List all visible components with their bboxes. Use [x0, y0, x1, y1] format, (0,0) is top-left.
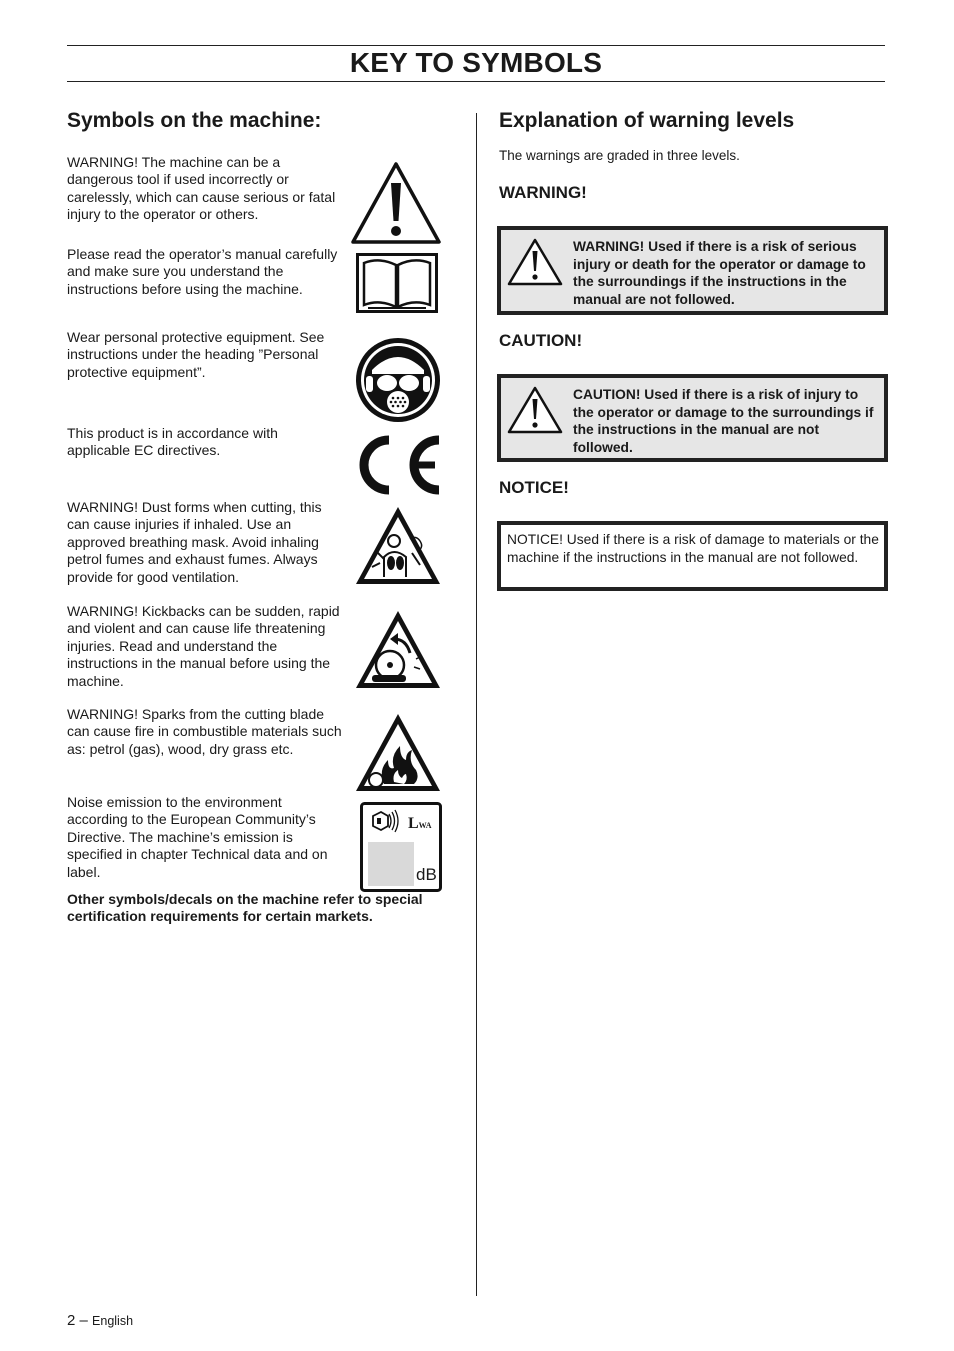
symbol-text-warning: WARNING! The machine can be a dangerous tool if used incorrectly or carelessly, which can cause serious or fatal injury to the operator or others.: [67, 154, 336, 223]
notice-box-text: NOTICE! Used if there is a risk of damage to materials or the machine if the instructions in the manual are not followed.: [507, 532, 879, 565]
column-divider: [476, 113, 477, 1296]
symbol-text-ce: This product is in accordance with applicable EC directives.: [67, 425, 278, 459]
notice-box: [497, 521, 888, 591]
warning-level-title: WARNING!: [499, 183, 587, 202]
db-unit-label: dB: [416, 865, 437, 884]
warning-triangle-icon: [350, 161, 442, 245]
footer-language: English: [92, 1314, 134, 1328]
dust-hazard-icon: [354, 505, 442, 587]
sparks-fire-icon: [354, 712, 442, 794]
symbol-text-sparks: WARNING! Sparks from the cutting blade can cause fire in combustible materials such as: petrol (gas), wood, dry grass etc.: [67, 706, 342, 757]
symbols-heading: Symbols on the machine:: [67, 109, 322, 132]
warning-box: [497, 226, 888, 315]
title-underline: [67, 81, 885, 82]
noise-emission-icon: [360, 802, 442, 892]
caution-level-title: CAUTION!: [499, 331, 583, 350]
notice-level-title: NOTICE!: [499, 478, 569, 497]
page-footer: [67, 1312, 133, 1330]
symbol-text-noise: Noise emission to the environment according to the European Community’s Directive. The machine’s emission is specified in chapter Technical data and on label.: [67, 794, 328, 880]
caution-triangle-icon: [507, 386, 563, 439]
lwa-subscript: WA: [418, 821, 432, 830]
symbol-text-ppe: Wear personal protective equipment. See instructions under the heading ”Personal protective equipment”.: [67, 329, 325, 380]
warning-levels-intro: The warnings are graded in three levels.: [499, 148, 740, 163]
symbol-text-kickback: WARNING! Kickbacks can be sudden, rapid and violent and can cause life threatening injuries. Read and understand the instructions in the manual before using the machine.: [67, 603, 340, 689]
protective-equipment-icon: [354, 336, 442, 424]
symbol-text-manual: Please read the operator’s manual carefully and make sure you understand the instructions before using the machine.: [67, 246, 338, 297]
ce-mark-icon: [349, 432, 443, 498]
warning-levels-heading: Explanation of warning levels: [499, 109, 795, 132]
other-symbols-note: Other symbols/decals on the machine refer to special certification requirements for certain markets.: [67, 891, 423, 925]
page-number: 2 –: [67, 1312, 88, 1329]
lwa-label: L: [408, 815, 419, 832]
warning-triangle-icon: [507, 238, 563, 291]
caution-box-text: CAUTION! Used if there is a risk of injury to the operator or damage to the surroundings if the instructions in the manual are not followed.: [573, 387, 874, 455]
page-title: KEY TO SYMBOLS: [349, 47, 603, 78]
symbol-text-dust: WARNING! Dust forms when cutting, this can cause injuries if inhaled. Use an approved breathing mask. Avoid inhaling petrol fumes and exhaust fumes. Always provide for good ventilation.: [67, 499, 322, 585]
open-book-icon: [356, 253, 438, 313]
kickback-icon: [354, 609, 442, 691]
caution-box: [497, 374, 888, 462]
warning-box-text: WARNING! Used if there is a risk of serious injury or death for the operator or damage to the surroundings if the instructions in the manual are not followed.: [573, 239, 866, 307]
